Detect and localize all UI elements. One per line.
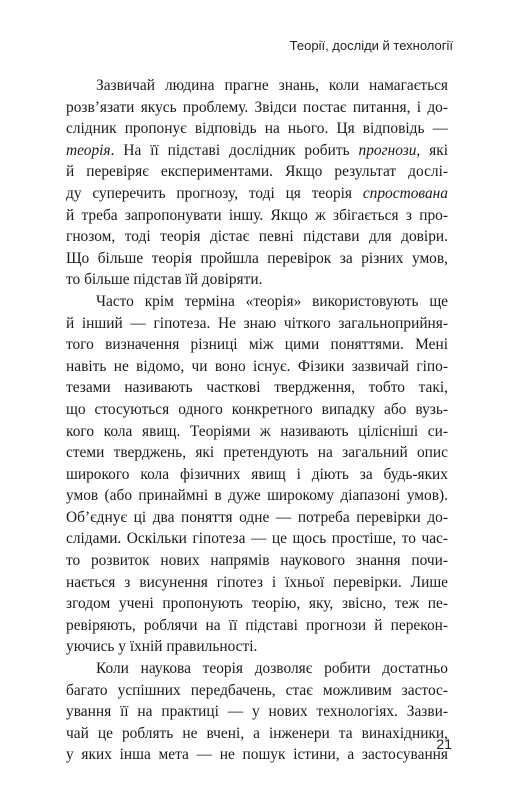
text-run: багато успішних передбачень, стає можливим застос- [66,681,448,699]
text-line [66,442,448,464]
text-run: то розвиток нових напрямів наукового знання почи- [66,552,448,570]
text-line [66,161,448,183]
text-line [66,744,448,766]
text-line [66,572,448,594]
text-run: слідами. Оскільки гіпотеза — це щось простіше, то час- [66,530,448,548]
text-line [66,75,448,97]
text-line [66,658,448,680]
text-line [66,421,448,443]
text-line [66,399,448,421]
text-line [66,97,448,119]
text-run: тезами називають часткові твердження, тобто такі, [66,379,448,397]
text-line [66,636,448,658]
text-run: слідник пропонує відповідь на нього. Ця відповідь — [66,120,448,138]
text-run: й інший — гіпотеза. Не знаю чіткого загальноприйня- [66,314,448,332]
text-run: Об’єднує ці два поняття одне — потреба перевірки до- [66,508,448,526]
text-line [66,248,448,270]
text-run: умов (або принаймні в дуже широкому діапазоні умов). [66,487,448,505]
text-line [66,140,448,162]
italic-term: спростована [362,184,448,202]
text-run: гнозом, тоді теорія дістає певні підстави для довіри. [66,228,448,246]
text-run: навіть не відомо, чи воно існує. Фізики зазвичай гіпо- [66,357,448,375]
page-number: 21 [436,736,452,752]
text-line [66,377,448,399]
text-run: широкого кола фізичних явищ і діють за будь-яких [66,465,448,483]
text-line [66,507,448,529]
text-run: ування її на практиці — у нових технологіях. Зазви- [66,703,448,721]
text-run: й перевіряє експериментами. Якщо результат дослі- [66,163,448,181]
text-run: . На її підставі дослідник робить [110,141,359,159]
text-run: , які [416,141,448,159]
paragraph [66,658,448,766]
running-head: Теорії, досліди й технології [289,38,453,53]
text-line [66,269,448,291]
text-run: Коли наукова теорія дозволяє робити достатньо [96,660,448,678]
text-line [66,485,448,507]
text-line [66,723,448,745]
text-line [66,680,448,702]
text-run: ду суперечить прогнозу, тоді ця теорія [66,184,363,202]
paragraph [66,291,448,658]
text-line [66,313,448,335]
text-run: ревіряють, роблячи на її підставі прогнози й перекон- [66,616,448,634]
text-line [66,291,448,313]
text-line [66,205,448,227]
paragraph [66,75,448,291]
text-line [66,118,448,140]
text-run: стеми тверджень, які претендують на загальний опис [66,444,448,462]
text-line [66,528,448,550]
text-run: нається з висунення гіпотез і їхньої перевірки. Лише [66,573,448,591]
text-line [66,356,448,378]
text-run: уючись у їхній правильності. [66,638,258,656]
text-run: то більше підстав їй довіряти. [66,271,263,289]
text-run: Зазвичай людина прагне знань, коли намагається [96,77,448,94]
text-line [66,334,448,356]
body-text [66,75,448,766]
text-line [66,183,448,205]
text-run: чай це роблять не вчені, а інженери та винахідники, [66,724,448,742]
text-run: того визначення різниці між цими поняттями. Мені [66,336,448,354]
text-run: кого кола явищ. Теоріями ж називають цілісніші си- [66,422,448,440]
text-run: у яких інша мета — не пошук істини, а застосування [66,746,448,764]
text-line [66,701,448,723]
text-run: що стосуються одного конкретного випадку або вузь- [66,400,448,418]
text-run: Що більше теорія пройшла перевірок за різних умов, [66,249,448,267]
text-line [66,615,448,637]
text-line [66,226,448,248]
text-line [66,464,448,486]
text-line [66,550,448,572]
italic-term: теорія [66,141,111,159]
text-line [66,593,448,615]
text-run: розв’язати якусь проблему. Звідси постає питання, і до- [66,98,448,116]
text-run: Часто крім терміна «теорія» використовують ще [96,292,448,310]
text-run: згодом учені пропонують теорію, яку, звісно, теж пе- [66,595,448,613]
text-run: й треба запропонувати іншу. Якщо ж збігається з про- [66,206,448,224]
italic-term: прогнози [358,141,417,159]
